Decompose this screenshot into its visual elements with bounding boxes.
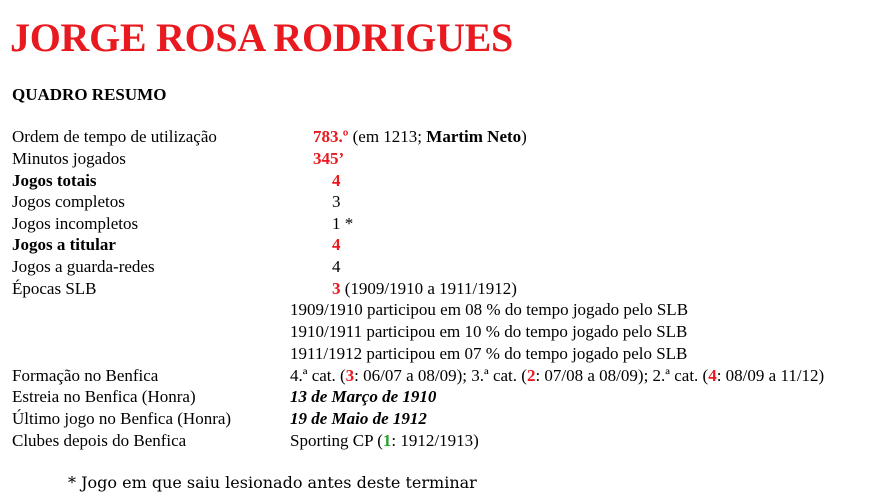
section-heading: QUADRO RESUMO	[12, 85, 167, 104]
row-jogos-completos	[0, 192, 887, 214]
row-label: Clubes depois do Benfica	[12, 431, 187, 450]
row-value: 19 de Maio de 1912	[290, 409, 427, 428]
row-ordem	[0, 127, 887, 149]
row-value: 345’	[313, 149, 345, 168]
row-label: Jogos incompletos	[12, 214, 139, 233]
epoca-line: 1911/1912 participou em 07 % do tempo jogado pelo SLB	[290, 344, 688, 363]
row-label: Épocas SLB	[12, 279, 97, 298]
row-label: Jogos a guarda-redes	[12, 257, 155, 276]
row-minutos	[0, 149, 887, 171]
row-value: 3	[332, 192, 341, 211]
row-value: 13 de Março de 1910	[290, 387, 437, 406]
row-value: 3 (1909/1910 a 1911/1912)	[332, 279, 517, 298]
row-label: Ordem de tempo de utilização	[12, 127, 217, 146]
row-label: Jogos completos	[12, 192, 125, 211]
row-label: Estreia no Benfica (Honra)	[12, 387, 196, 406]
row-label: Minutos jogados	[12, 149, 126, 168]
row-value: 783.º (em 1213; Martim Neto)	[313, 127, 527, 146]
row-value: Sporting CP (1: 1912/1913)	[290, 431, 479, 450]
row-formacao	[0, 366, 887, 388]
footnote: * Jogo em que saiu lesionado antes deste terminar	[68, 473, 477, 492]
epoca-line: 1909/1910 participou em 08 % do tempo jogado pelo SLB	[290, 300, 689, 319]
row-jogos-incompletos	[0, 214, 887, 236]
row-label: Último jogo no Benfica (Honra)	[12, 409, 232, 428]
row-label: Jogos totais	[12, 171, 97, 190]
page-title: JORGE ROSA RODRIGUES	[10, 15, 513, 60]
row-estreia	[0, 387, 887, 409]
epoca-line: 1910/1911 participou em 10 % do tempo jogado pelo SLB	[290, 322, 688, 341]
row-jogos-gr	[0, 257, 887, 279]
row-ultimo	[0, 409, 887, 431]
row-clubes	[0, 431, 887, 453]
row-value: 4	[332, 235, 341, 254]
row-label: Formação no Benfica	[12, 366, 159, 385]
row-jogos-titular	[0, 235, 887, 257]
row-value: 4.ª cat. (3: 06/07 a 08/09); 3.ª cat. (2: 07/08 a 08/09); 2.ª cat. (4: 08/09 a 11/12)	[290, 366, 825, 385]
row-value: 1 *	[332, 214, 354, 233]
row-epocas	[0, 279, 887, 301]
row-label: Jogos a titular	[12, 235, 116, 254]
row-value: 4	[332, 257, 341, 276]
row-value: 4	[332, 171, 341, 190]
row-jogos-totais	[0, 171, 887, 193]
